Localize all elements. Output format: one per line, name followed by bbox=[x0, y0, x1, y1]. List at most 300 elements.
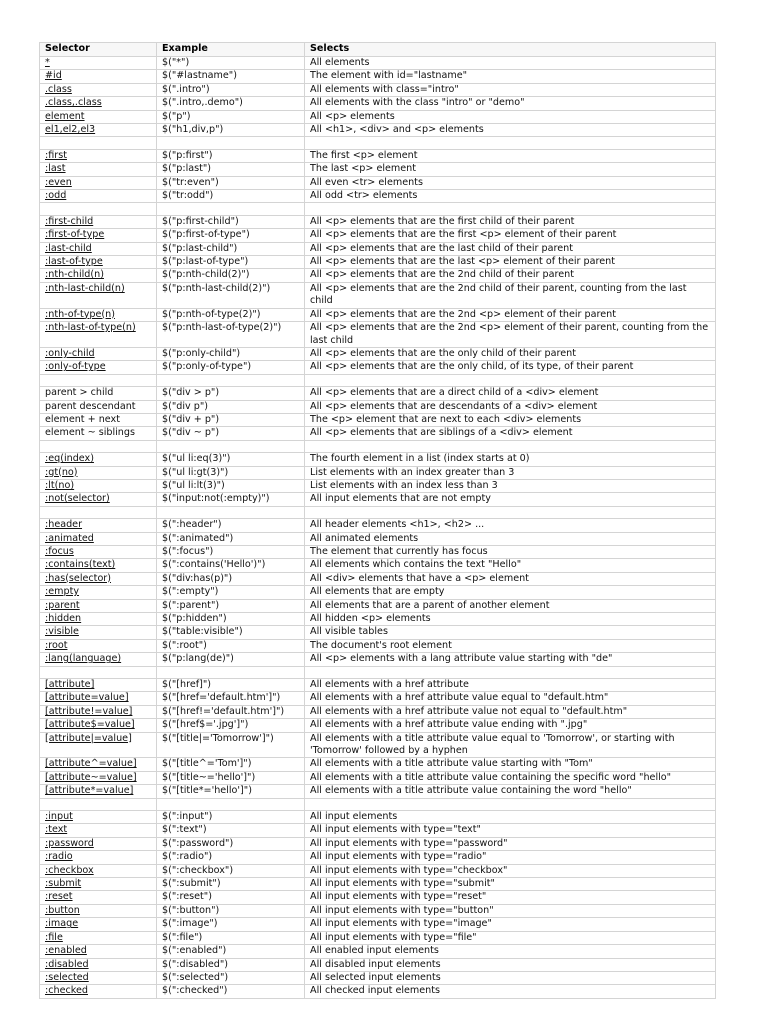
example-cell: $("p:only-child") bbox=[157, 347, 305, 360]
example-cell: $("ul li:eq(3)") bbox=[157, 453, 305, 466]
table-row bbox=[40, 361, 716, 374]
selector-link: element ~ siblings bbox=[45, 427, 135, 439]
selector-cell bbox=[40, 719, 157, 732]
table-row bbox=[40, 931, 716, 944]
selector-cell bbox=[40, 387, 157, 400]
selector-cell bbox=[40, 626, 157, 639]
table-row bbox=[40, 532, 716, 545]
selector-cell bbox=[40, 891, 157, 904]
table-row bbox=[40, 971, 716, 984]
selects-cell: All elements with a href attribute value ending with ".jpg" bbox=[305, 719, 716, 732]
spacer-cell bbox=[157, 798, 305, 810]
table-row bbox=[40, 705, 716, 718]
table-row bbox=[40, 242, 716, 255]
selector-link[interactable]: :first bbox=[45, 149, 67, 161]
spacer-cell bbox=[305, 374, 716, 386]
spacer-cell bbox=[157, 374, 305, 386]
selects-cell: All elements with a title attribute value starting with "Tom" bbox=[305, 758, 716, 771]
selects-cell: All visible tables bbox=[305, 626, 716, 639]
selects-cell: The fourth element in a list (index starts at 0) bbox=[305, 453, 716, 466]
table-row bbox=[40, 427, 716, 440]
header-selector: Selector bbox=[40, 43, 157, 57]
selector-link[interactable]: element bbox=[45, 110, 85, 122]
spacer-cell bbox=[305, 440, 716, 452]
selects-cell: All input elements with type="password" bbox=[305, 837, 716, 850]
selector-cell bbox=[40, 918, 157, 931]
selector-link[interactable]: :radio bbox=[45, 851, 73, 863]
spacer-cell bbox=[305, 506, 716, 518]
selector-link[interactable]: :contains(text) bbox=[45, 559, 116, 571]
selects-cell: All elements which contains the text "Hello" bbox=[305, 559, 716, 572]
selects-cell: All elements with a href attribute value equal to "default.htm" bbox=[305, 692, 716, 705]
example-cell: $(":animated") bbox=[157, 532, 305, 545]
example-cell: $(":text") bbox=[157, 824, 305, 837]
selector-link[interactable]: :eq(index) bbox=[45, 453, 94, 465]
spacer-cell bbox=[40, 666, 157, 678]
selector-link: parent descendant bbox=[45, 400, 136, 412]
selector-link[interactable]: :last bbox=[45, 163, 66, 175]
selector-cell bbox=[40, 493, 157, 506]
example-cell: $("div + p") bbox=[157, 413, 305, 426]
example-cell: $("[href!='default.htm']") bbox=[157, 705, 305, 718]
selector-link[interactable]: [attribute] bbox=[45, 679, 95, 690]
table-row bbox=[40, 322, 716, 348]
selects-cell: The first <p> element bbox=[305, 149, 716, 162]
example-cell: $("p") bbox=[157, 110, 305, 123]
selector-cell bbox=[40, 361, 157, 374]
selector-link[interactable]: :empty bbox=[45, 586, 80, 598]
selector-link[interactable]: :image bbox=[45, 918, 79, 930]
table-row bbox=[40, 732, 716, 758]
selector-link[interactable]: :nth-child(n) bbox=[45, 269, 104, 281]
selector-link[interactable]: :reset bbox=[45, 891, 73, 903]
table-row bbox=[40, 110, 716, 123]
selector-link[interactable]: :first-of-type bbox=[45, 229, 105, 241]
selects-cell: All <p> elements that are the 2nd <p> element of their parent, counting from the last child bbox=[305, 322, 716, 348]
example-cell: $("p:lang(de)") bbox=[157, 653, 305, 666]
selector-cell bbox=[40, 692, 157, 705]
selects-cell: All enabled input elements bbox=[305, 945, 716, 958]
selector-cell bbox=[40, 176, 157, 189]
selects-cell: All elements with a href attribute bbox=[305, 679, 716, 692]
selector-cell bbox=[40, 785, 157, 798]
table-row bbox=[40, 785, 716, 798]
selector-link[interactable]: :root bbox=[45, 639, 68, 651]
selector-cell bbox=[40, 83, 157, 96]
example-cell: $(":submit") bbox=[157, 878, 305, 891]
spacer-cell bbox=[305, 798, 716, 810]
example-cell: $(":file") bbox=[157, 931, 305, 944]
selector-cell bbox=[40, 427, 157, 440]
table-row bbox=[40, 215, 716, 228]
selector-link[interactable]: :visible bbox=[45, 626, 79, 638]
example-cell: $("input:not(:empty)") bbox=[157, 493, 305, 506]
spacer-row bbox=[40, 374, 716, 386]
example-cell: $(":enabled") bbox=[157, 945, 305, 958]
selector-cell bbox=[40, 945, 157, 958]
table-row bbox=[40, 626, 716, 639]
selector-link: element + next bbox=[45, 413, 120, 425]
example-cell: $("[href='default.htm']") bbox=[157, 692, 305, 705]
example-cell: $("[title~='hello']") bbox=[157, 771, 305, 784]
selector-cell bbox=[40, 308, 157, 321]
table-row bbox=[40, 57, 716, 70]
selector-cell bbox=[40, 824, 157, 837]
table-row bbox=[40, 599, 716, 612]
example-cell: $(":selected") bbox=[157, 971, 305, 984]
spacer-row bbox=[40, 798, 716, 810]
table-row bbox=[40, 771, 716, 784]
table-row bbox=[40, 519, 716, 532]
table-row bbox=[40, 904, 716, 917]
table-row bbox=[40, 149, 716, 162]
spacer-cell bbox=[157, 137, 305, 149]
selects-cell: All input elements with type="image" bbox=[305, 918, 716, 931]
selects-cell: All disabled input elements bbox=[305, 958, 716, 971]
spacer-cell bbox=[40, 137, 157, 149]
spacer-cell bbox=[40, 374, 157, 386]
selector-cell bbox=[40, 732, 157, 758]
selects-cell: All elements with a title attribute value containing the word "hello" bbox=[305, 785, 716, 798]
example-cell: $(":empty") bbox=[157, 586, 305, 599]
selects-cell: All odd <tr> elements bbox=[305, 190, 716, 203]
selects-cell: All input elements with type="button" bbox=[305, 904, 716, 917]
selector-link: parent > child bbox=[45, 387, 114, 399]
selects-cell: The last <p> element bbox=[305, 163, 716, 176]
selects-cell: All <div> elements that have a <p> element bbox=[305, 572, 716, 585]
selector-link[interactable]: :lang(language) bbox=[45, 653, 122, 665]
selects-cell: All even <tr> elements bbox=[305, 176, 716, 189]
selector-cell bbox=[40, 771, 157, 784]
selector-link[interactable]: :input bbox=[45, 811, 73, 823]
table-row bbox=[40, 679, 716, 692]
selector-link[interactable]: :first-child bbox=[45, 215, 94, 227]
example-cell: $(":button") bbox=[157, 904, 305, 917]
table-row bbox=[40, 124, 716, 137]
selector-link[interactable]: [attribute!=value] bbox=[45, 705, 133, 717]
selects-cell: All elements with a title attribute value equal to 'Tomorrow', or starting with 'Tomorrow' followed by a hyphen bbox=[305, 732, 716, 758]
selector-link[interactable]: [attribute=value] bbox=[45, 692, 129, 704]
selector-cell bbox=[40, 229, 157, 242]
table-row bbox=[40, 864, 716, 877]
selector-link[interactable]: el1,el2,el3 bbox=[45, 124, 96, 136]
selector-cell bbox=[40, 705, 157, 718]
selector-cell bbox=[40, 347, 157, 360]
selector-cell bbox=[40, 758, 157, 771]
selects-cell: All input elements bbox=[305, 811, 716, 824]
table-row bbox=[40, 282, 716, 308]
selector-link[interactable]: .class,.class bbox=[45, 97, 102, 109]
example-cell: $("p:first") bbox=[157, 149, 305, 162]
selects-cell: The element with id="lastname" bbox=[305, 70, 716, 83]
spacer-cell bbox=[305, 137, 716, 149]
selector-cell bbox=[40, 70, 157, 83]
selector-cell bbox=[40, 851, 157, 864]
selects-cell: All input elements with type="submit" bbox=[305, 878, 716, 891]
selector-link[interactable]: :button bbox=[45, 904, 80, 916]
selector-cell bbox=[40, 124, 157, 137]
table-row bbox=[40, 811, 716, 824]
selector-cell bbox=[40, 958, 157, 971]
table-row bbox=[40, 466, 716, 479]
example-cell: $(":header") bbox=[157, 519, 305, 532]
example-cell: $("p:first-of-type") bbox=[157, 229, 305, 242]
selector-link[interactable]: :parent bbox=[45, 599, 80, 611]
example-cell: $("ul li:gt(3)") bbox=[157, 466, 305, 479]
selects-cell: All <p> elements bbox=[305, 110, 716, 123]
example-cell: $(":image") bbox=[157, 918, 305, 931]
selector-link[interactable]: :last-child bbox=[45, 242, 92, 254]
example-cell: $(":contains('Hello')") bbox=[157, 559, 305, 572]
table-row bbox=[40, 387, 716, 400]
table-row bbox=[40, 945, 716, 958]
selects-cell: All elements with a title attribute value containing the specific word "hello" bbox=[305, 771, 716, 784]
example-cell: $("table:visible") bbox=[157, 626, 305, 639]
example-cell: $("div ~ p") bbox=[157, 427, 305, 440]
selects-cell: All elements that are a parent of another element bbox=[305, 599, 716, 612]
selector-link[interactable]: :text bbox=[45, 824, 68, 836]
selects-cell: All input elements with type="reset" bbox=[305, 891, 716, 904]
example-cell: $("div p") bbox=[157, 400, 305, 413]
table-row bbox=[40, 413, 716, 426]
selector-cell bbox=[40, 57, 157, 70]
selector-link[interactable]: :focus bbox=[45, 545, 74, 557]
spacer-row bbox=[40, 506, 716, 518]
spacer-cell bbox=[305, 666, 716, 678]
selects-cell: All elements that are empty bbox=[305, 586, 716, 599]
table-row bbox=[40, 719, 716, 732]
selector-link[interactable]: :last-of-type bbox=[45, 256, 103, 268]
table-row bbox=[40, 985, 716, 998]
spacer-cell bbox=[157, 440, 305, 452]
example-cell: $("[title*='hello']") bbox=[157, 785, 305, 798]
selector-link[interactable]: :checkbox bbox=[45, 864, 94, 876]
table-row bbox=[40, 572, 716, 585]
example-cell: $("p:nth-last-child(2)") bbox=[157, 282, 305, 308]
selector-cell bbox=[40, 878, 157, 891]
example-cell: $(":root") bbox=[157, 639, 305, 652]
example-cell: $("tr:even") bbox=[157, 176, 305, 189]
example-cell: $("div:has(p)") bbox=[157, 572, 305, 585]
example-cell: $("p:last") bbox=[157, 163, 305, 176]
selects-cell: All input elements with type="radio" bbox=[305, 851, 716, 864]
table-row bbox=[40, 70, 716, 83]
selects-cell: All <p> elements that are the 2nd child of their parent, counting from the last child bbox=[305, 282, 716, 308]
example-cell: $("p:hidden") bbox=[157, 612, 305, 625]
selector-cell bbox=[40, 985, 157, 998]
example-cell: $("*") bbox=[157, 57, 305, 70]
selector-link[interactable]: :header bbox=[45, 519, 83, 531]
selects-cell: All elements with a href attribute value not equal to "default.htm" bbox=[305, 705, 716, 718]
selector-link[interactable]: :animated bbox=[45, 532, 94, 544]
spacer-cell bbox=[40, 203, 157, 215]
selector-cell bbox=[40, 453, 157, 466]
selector-link[interactable]: :password bbox=[45, 837, 94, 849]
example-cell: $("tr:odd") bbox=[157, 190, 305, 203]
selector-link[interactable]: #id bbox=[45, 70, 62, 82]
selector-cell bbox=[40, 149, 157, 162]
example-cell: $("p:last-child") bbox=[157, 242, 305, 255]
table-row bbox=[40, 758, 716, 771]
table-row bbox=[40, 639, 716, 652]
selector-cell bbox=[40, 599, 157, 612]
selector-link[interactable]: :nth-last-child(n) bbox=[45, 282, 125, 294]
table-row bbox=[40, 545, 716, 558]
selector-cell bbox=[40, 532, 157, 545]
example-cell: $(":input") bbox=[157, 811, 305, 824]
selects-cell: All elements with class="intro" bbox=[305, 83, 716, 96]
selector-link[interactable]: :not(selector) bbox=[45, 493, 110, 505]
table-row bbox=[40, 163, 716, 176]
selector-cell bbox=[40, 837, 157, 850]
example-cell: $("#lastname") bbox=[157, 70, 305, 83]
table-row bbox=[40, 190, 716, 203]
example-cell: $("div > p") bbox=[157, 387, 305, 400]
table-body bbox=[40, 57, 716, 999]
selector-cell bbox=[40, 545, 157, 558]
selector-cell bbox=[40, 163, 157, 176]
selects-cell: All <p> elements that are the last child of their parent bbox=[305, 242, 716, 255]
spacer-cell bbox=[40, 798, 157, 810]
selector-link[interactable]: [attribute$=value] bbox=[45, 719, 135, 731]
selector-link[interactable]: :gt(no) bbox=[45, 466, 78, 478]
selector-cell bbox=[40, 190, 157, 203]
spacer-cell bbox=[157, 506, 305, 518]
example-cell: $(":parent") bbox=[157, 599, 305, 612]
selector-link[interactable]: [attribute~=value] bbox=[45, 771, 137, 783]
selector-cell bbox=[40, 931, 157, 944]
selects-cell: All <p> elements that are siblings of a <div> element bbox=[305, 427, 716, 440]
example-cell: $(":reset") bbox=[157, 891, 305, 904]
selects-cell: All <p> elements with a lang attribute value starting with "de" bbox=[305, 653, 716, 666]
selector-cell bbox=[40, 400, 157, 413]
spacer-cell bbox=[40, 440, 157, 452]
selector-cell bbox=[40, 466, 157, 479]
selector-link[interactable]: :odd bbox=[45, 190, 67, 202]
table-row bbox=[40, 958, 716, 971]
selector-link[interactable]: :enabled bbox=[45, 945, 87, 957]
selects-cell: All header elements <h1>, <h2> ... bbox=[305, 519, 716, 532]
selects-cell: All <p> elements that are a direct child of a <div> element bbox=[305, 387, 716, 400]
selector-link[interactable]: [attribute|=value] bbox=[45, 732, 132, 744]
selector-cell bbox=[40, 811, 157, 824]
jquery-selectors-table bbox=[39, 42, 716, 999]
selects-cell: All animated elements bbox=[305, 532, 716, 545]
selector-link[interactable]: * bbox=[45, 57, 50, 68]
header-selects: Selects bbox=[305, 43, 716, 57]
selects-cell: All selected input elements bbox=[305, 971, 716, 984]
selector-link[interactable]: :hidden bbox=[45, 612, 82, 624]
example-cell: $(":radio") bbox=[157, 851, 305, 864]
selector-cell bbox=[40, 413, 157, 426]
selector-link[interactable]: :has(selector) bbox=[45, 572, 111, 584]
spacer-cell bbox=[305, 203, 716, 215]
example-cell: $("p:only-of-type") bbox=[157, 361, 305, 374]
selector-cell bbox=[40, 519, 157, 532]
selects-cell: The document's root element bbox=[305, 639, 716, 652]
selector-link[interactable]: :even bbox=[45, 176, 72, 188]
table-row bbox=[40, 851, 716, 864]
selector-link[interactable]: :disabled bbox=[45, 958, 89, 970]
table-row bbox=[40, 612, 716, 625]
example-cell: $(".intro") bbox=[157, 83, 305, 96]
selects-cell: All input elements with type="file" bbox=[305, 931, 716, 944]
selector-link[interactable]: :checked bbox=[45, 985, 88, 997]
selects-cell: All <p> elements that are the only child, of its type, of their parent bbox=[305, 361, 716, 374]
example-cell: $("[href]") bbox=[157, 679, 305, 692]
selector-link[interactable]: [attribute^=value] bbox=[45, 758, 137, 770]
table-row bbox=[40, 653, 716, 666]
table-row bbox=[40, 918, 716, 931]
selector-link[interactable]: :nth-last-of-type(n) bbox=[45, 322, 136, 334]
selects-cell: The element that currently has focus bbox=[305, 545, 716, 558]
example-cell: $("p:nth-of-type(2)") bbox=[157, 308, 305, 321]
selector-link[interactable]: :lt(no) bbox=[45, 479, 75, 491]
example-cell: $("p:nth-child(2)") bbox=[157, 269, 305, 282]
selector-link[interactable]: :only-of-type bbox=[45, 361, 106, 373]
example-cell: $(":checkbox") bbox=[157, 864, 305, 877]
selector-link[interactable]: :nth-of-type(n) bbox=[45, 308, 115, 320]
example-cell: $(".intro,.demo") bbox=[157, 97, 305, 110]
selector-cell bbox=[40, 256, 157, 269]
header-example: Example bbox=[157, 43, 305, 57]
selector-cell bbox=[40, 242, 157, 255]
example-cell: $("h1,div,p") bbox=[157, 124, 305, 137]
selector-link[interactable]: [attribute*=value] bbox=[45, 785, 134, 797]
table-row bbox=[40, 824, 716, 837]
selects-cell: All <p> elements that are descendants of a <div> element bbox=[305, 400, 716, 413]
selects-cell: All <p> elements that are the 2nd <p> element of their parent bbox=[305, 308, 716, 321]
selects-cell: All elements with the class "intro" or "demo" bbox=[305, 97, 716, 110]
selector-cell bbox=[40, 282, 157, 308]
table-row bbox=[40, 347, 716, 360]
example-cell: $("[title^='Tom']") bbox=[157, 758, 305, 771]
selector-cell bbox=[40, 904, 157, 917]
selects-cell: All hidden <p> elements bbox=[305, 612, 716, 625]
selector-cell bbox=[40, 559, 157, 572]
selects-cell: List elements with an index greater than 3 bbox=[305, 466, 716, 479]
selects-cell: All <p> elements that are the last <p> element of their parent bbox=[305, 256, 716, 269]
selects-cell: All input elements with type="text" bbox=[305, 824, 716, 837]
example-cell: $("[href$='.jpg']") bbox=[157, 719, 305, 732]
selector-cell bbox=[40, 322, 157, 348]
spacer-row bbox=[40, 137, 716, 149]
selector-cell bbox=[40, 864, 157, 877]
selector-link[interactable]: :file bbox=[45, 931, 63, 943]
selector-cell bbox=[40, 679, 157, 692]
selector-link[interactable]: :selected bbox=[45, 971, 89, 983]
example-cell: $(":password") bbox=[157, 837, 305, 850]
table-row bbox=[40, 229, 716, 242]
selects-cell: All input elements that are not empty bbox=[305, 493, 716, 506]
table-header-row bbox=[40, 43, 716, 57]
selector-link[interactable]: :only-child bbox=[45, 347, 95, 359]
example-cell: $(":checked") bbox=[157, 985, 305, 998]
table-row bbox=[40, 692, 716, 705]
table-row bbox=[40, 479, 716, 492]
selector-cell bbox=[40, 215, 157, 228]
selector-cell bbox=[40, 639, 157, 652]
selects-cell: All <p> elements that are the first <p> element of their parent bbox=[305, 229, 716, 242]
spacer-row bbox=[40, 440, 716, 452]
selects-cell: All elements bbox=[305, 57, 716, 70]
selector-link[interactable]: :submit bbox=[45, 878, 82, 890]
table-row bbox=[40, 97, 716, 110]
example-cell: $(":disabled") bbox=[157, 958, 305, 971]
selector-link[interactable]: .class bbox=[45, 83, 72, 95]
example-cell: $("p:last-of-type") bbox=[157, 256, 305, 269]
table-row bbox=[40, 837, 716, 850]
